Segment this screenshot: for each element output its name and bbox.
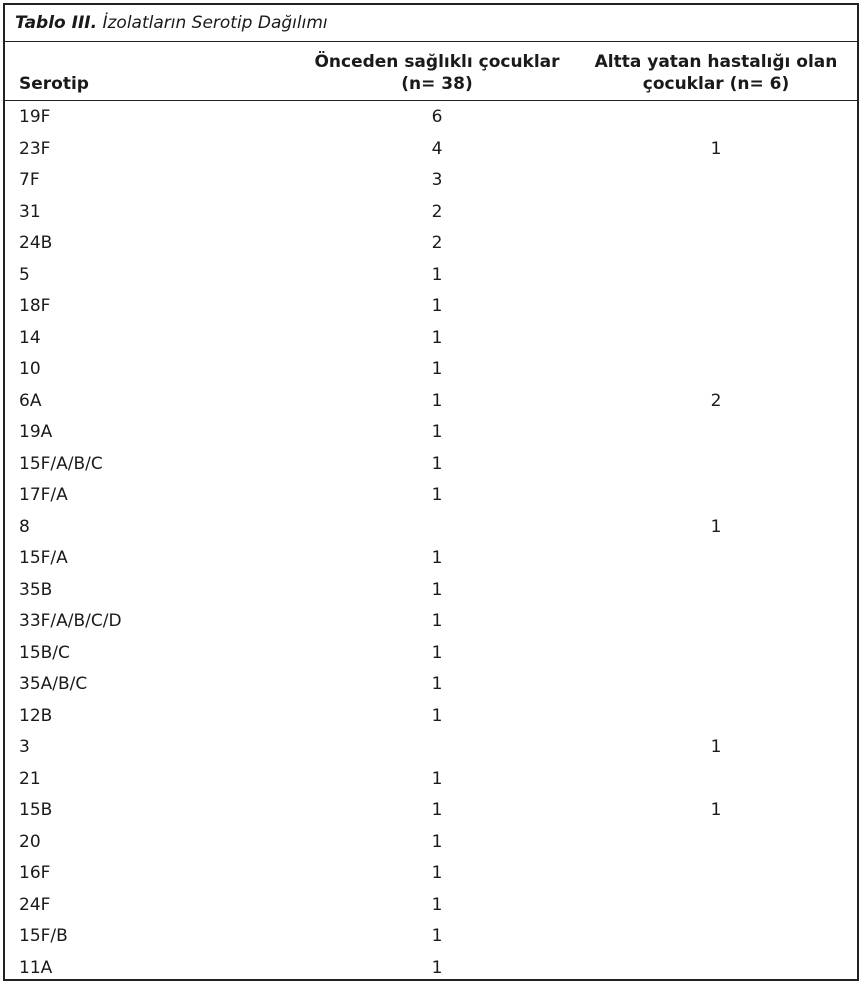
healthy-count-cell: 1	[431, 579, 443, 600]
serotype-cell: 31	[19, 201, 41, 222]
healthy-count-cell: 1	[431, 926, 443, 946]
table-row	[5, 228, 857, 260]
serotype-cell: 33F/A/B/C/D	[19, 611, 122, 631]
table-row	[5, 827, 857, 859]
healthy-count-cell: 1	[431, 957, 443, 978]
serotype-cell: 15F/B	[19, 926, 68, 946]
serotype-cell: 15B/C	[19, 642, 70, 663]
healthy-count-cell: 4	[431, 138, 443, 159]
table-row	[5, 134, 857, 166]
table-row	[5, 575, 857, 607]
table-row	[5, 638, 857, 670]
serotype-cell: 23F	[19, 138, 51, 159]
table-row	[5, 606, 857, 638]
healthy-count-cell: 1	[431, 485, 443, 505]
header-underlying-disease	[583, 51, 849, 95]
healthy-count-cell: 1	[431, 768, 443, 789]
healthy-count-cell: 1	[431, 548, 443, 568]
serotype-cell: 17F/A	[19, 485, 68, 505]
healthy-count-cell: 1	[431, 894, 443, 915]
serotype-cell: 3	[19, 737, 30, 757]
serotype-cell: 24F	[19, 894, 51, 915]
header-healthy-line1: Önceden sağlıklı çocuklar	[314, 52, 560, 72]
table-row	[5, 480, 857, 512]
serotype-cell: 15F/A	[19, 548, 68, 568]
underlying-count-cell: 2	[710, 390, 722, 411]
healthy-count-cell: 6	[431, 107, 443, 127]
header-healthy-children	[305, 51, 569, 95]
serotype-cell: 24B	[19, 233, 53, 253]
table-row	[5, 764, 857, 796]
table-frame	[3, 3, 859, 981]
serotype-cell: 21	[19, 768, 41, 789]
healthy-count-cell: 2	[431, 201, 443, 222]
table-row	[5, 291, 857, 323]
header-underlying-line2: çocuklar (n= 6)	[642, 74, 790, 94]
healthy-count-cell: 1	[431, 831, 443, 852]
underlying-count-cell: 1	[710, 516, 722, 537]
healthy-count-cell: 3	[431, 170, 443, 190]
table-row	[5, 512, 857, 544]
serotype-cell: 14	[19, 327, 41, 348]
table-row	[5, 890, 857, 922]
serotype-cell: 8	[19, 516, 30, 537]
serotype-cell: 15F/A/B/C	[19, 453, 103, 474]
table-row	[5, 669, 857, 701]
header-underlying-line1: Altta yatan hastalığı olan	[594, 52, 838, 72]
table-row	[5, 197, 857, 229]
caption-lead: Tablo III.	[15, 13, 98, 33]
serotype-cell: 19A	[19, 422, 53, 442]
serotype-cell: 12B	[19, 705, 53, 726]
table-row	[5, 386, 857, 418]
table-row	[5, 165, 857, 197]
table-caption	[5, 5, 857, 41]
healthy-count-cell: 1	[431, 327, 443, 348]
serotype-cell: 15B	[19, 800, 53, 820]
caption-rule	[5, 41, 857, 42]
serotype-cell: 6A	[19, 390, 42, 411]
healthy-count-cell: 1	[431, 863, 443, 883]
serotype-cell: 5	[19, 264, 30, 285]
table-row	[5, 953, 857, 985]
serotype-cell: 7F	[19, 170, 40, 190]
caption-title: İzolatların Serotip Dağılımı	[97, 13, 328, 33]
table-row	[5, 323, 857, 355]
table-row	[5, 921, 857, 953]
healthy-count-cell: 1	[431, 705, 443, 726]
healthy-count-cell: 1	[431, 359, 443, 379]
healthy-count-cell: 1	[431, 453, 443, 474]
healthy-count-cell: 1	[431, 296, 443, 316]
table-row	[5, 701, 857, 733]
healthy-count-cell: 2	[431, 233, 443, 253]
serotype-cell: 35A/B/C	[19, 674, 88, 694]
healthy-count-cell: 1	[431, 611, 443, 631]
serotype-cell: 11A	[19, 957, 53, 978]
header-healthy-line2: (n= 38)	[401, 74, 473, 94]
table-row	[5, 543, 857, 575]
healthy-count-cell: 1	[431, 422, 443, 442]
healthy-count-cell: 1	[431, 642, 443, 663]
serotype-cell: 16F	[19, 863, 51, 883]
underlying-count-cell: 1	[710, 800, 722, 820]
underlying-count-cell: 1	[710, 737, 722, 757]
serotype-cell: 20	[19, 831, 41, 852]
table-row	[5, 354, 857, 386]
healthy-count-cell: 1	[431, 674, 443, 694]
serotype-cell: 19F	[19, 107, 51, 127]
healthy-count-cell: 1	[431, 264, 443, 285]
table-row	[5, 858, 857, 890]
serotype-cell: 18F	[19, 296, 51, 316]
table-row	[5, 260, 857, 292]
serotype-cell: 35B	[19, 579, 53, 600]
header-serotip: Serotip	[19, 74, 89, 94]
header-rule	[5, 100, 857, 101]
table-row	[5, 417, 857, 449]
healthy-count-cell: 1	[431, 390, 443, 411]
table-body	[5, 102, 857, 984]
table-row	[5, 732, 857, 764]
healthy-count-cell: 1	[431, 800, 443, 820]
table-row	[5, 102, 857, 134]
serotype-cell: 10	[19, 359, 41, 379]
table-row	[5, 449, 857, 481]
table-row	[5, 795, 857, 827]
underlying-count-cell: 1	[710, 138, 722, 159]
